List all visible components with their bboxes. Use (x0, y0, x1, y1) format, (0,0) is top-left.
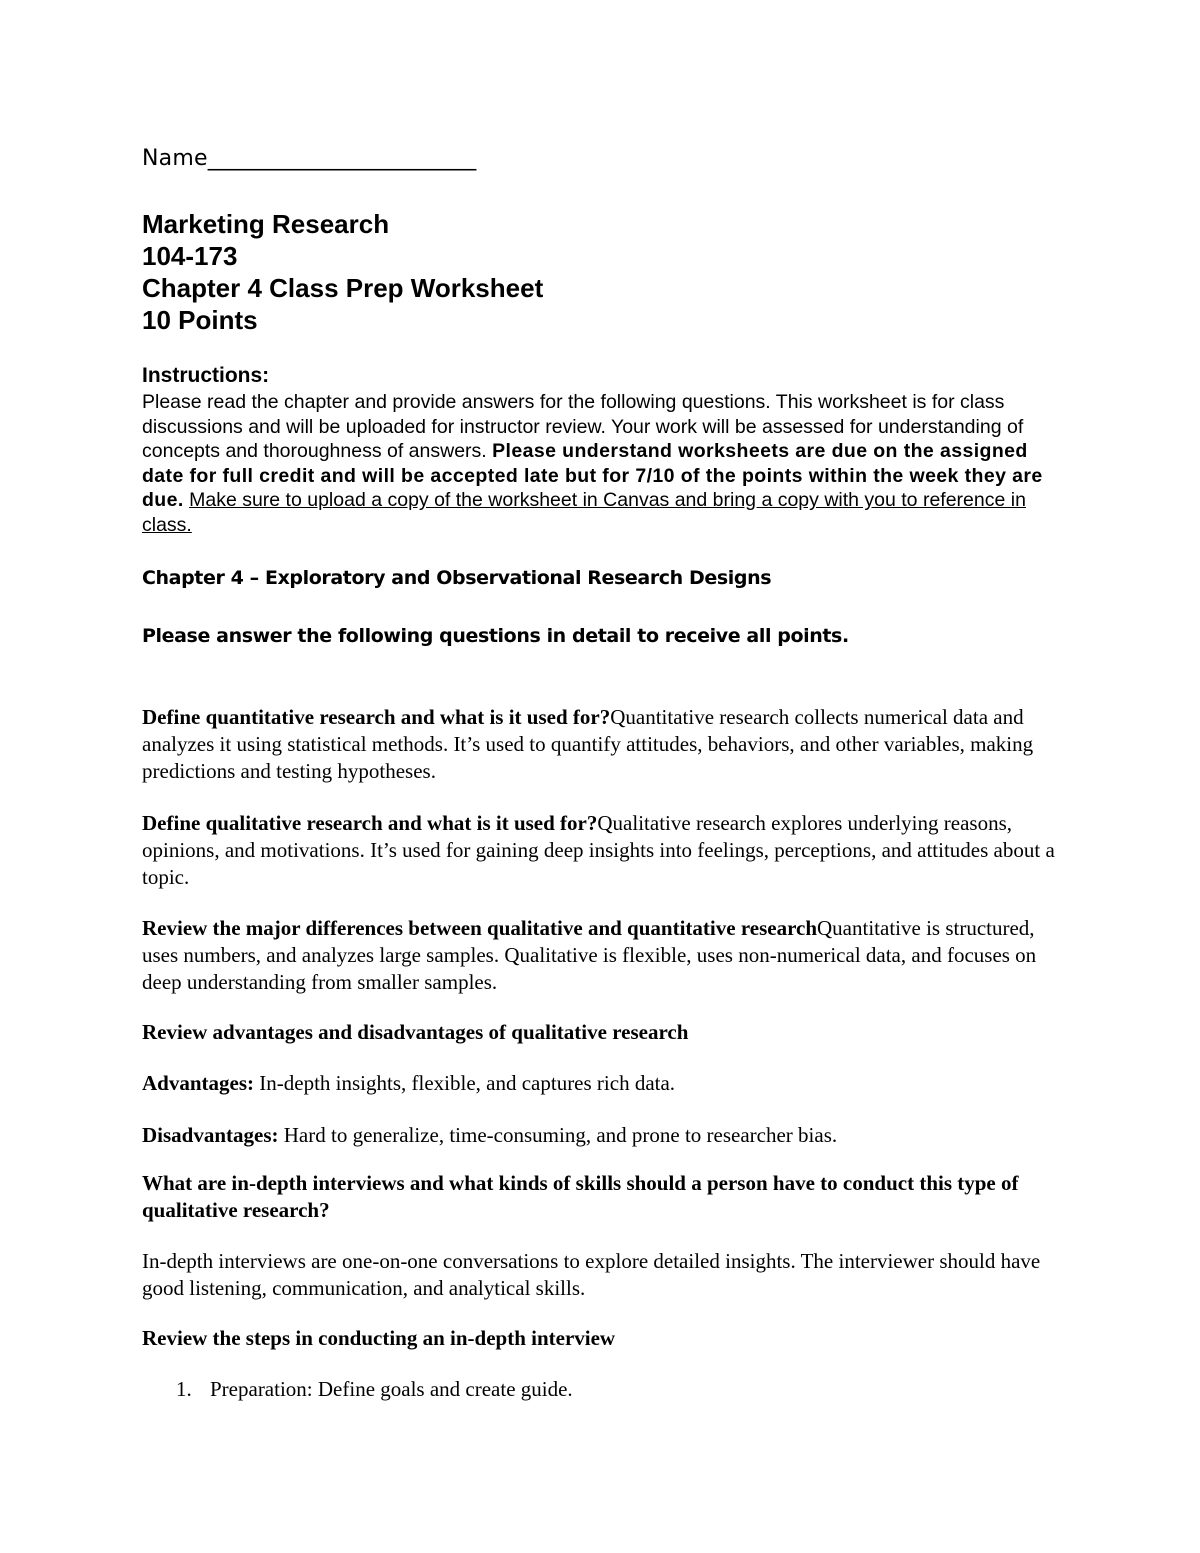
answer-text: Quantitative research collects numerical data and analyzes it using statistical methods. It’s used to quantify attitudes, behaviors, and other variables, making predictions and testing hypotheses. (142, 705, 1034, 783)
question-quantitative (142, 704, 1062, 785)
worksheet-title: Chapter 4 Class Prep Worksheet (142, 273, 544, 303)
answer-text: Qualitative research explores underlying reasons, opinions, and motivations. It’s used for gaining deep insights into feelings, perceptions, and attitudes about a topic. (142, 811, 1055, 889)
list-item-number: 1. (176, 1377, 192, 1401)
course-title: Marketing Research (142, 209, 390, 239)
instructions-heading: Instructions: (142, 364, 270, 387)
instructions-late-policy: Please understand worksheets are due on the assigned date for full credit and will be accepted late but for 7/10 of the points within the week they are due. (142, 440, 1043, 512)
course-code: 104-173 (142, 241, 238, 271)
question-text: What are in-depth interviews and what kinds of skills should a person have to conduct this type of qualitative research? (142, 1171, 1019, 1222)
name-field-label: Name________________________ (142, 146, 477, 171)
chapter-heading: Chapter 4 – Exploratory and Observational Research Designs (142, 567, 772, 589)
question-text: Define quantitative research and what is it used for? (142, 705, 611, 729)
disadvantages-line (142, 1122, 1062, 1149)
list-item-text: Preparation: Define goals and create guide. (210, 1377, 573, 1401)
answer-text: Quantitative is structured, uses numbers, and analyzes large samples. Qualitative is flexible, uses non-numerical data, and focuses on deep understanding from smaller samples. (142, 916, 1037, 994)
question-qualitative (142, 810, 1062, 891)
question-text: Review the major differences between qualitative and quantitative research (142, 916, 818, 940)
title-block (142, 208, 543, 336)
instructions-upload-note: Make sure to upload a copy of the worksheet in Canvas and bring a copy with you to reference in class. (142, 489, 1026, 536)
disadvantages-label: Disadvantages: (142, 1123, 279, 1147)
question-in-depth-interviews (142, 1170, 1062, 1224)
points-label: 10 Points (142, 305, 258, 335)
question-adv-disadv (142, 1019, 1062, 1046)
instructions-body (142, 390, 1062, 538)
question-differences (142, 915, 1062, 996)
advantages-text: In-depth insights, flexible, and captures rich data. (254, 1071, 676, 1095)
disadvantages-text: Hard to generalize, time-consuming, and prone to researcher bias. (278, 1123, 838, 1147)
question-text: Define qualitative research and what is it used for? (142, 811, 598, 835)
answer-in-depth-interviews: In-depth interviews are one-on-one conversations to explore detailed insights. The interviewer should have good listening, communication, and analytical skills. (142, 1249, 1041, 1300)
instructions-text: Please read the chapter and provide answers for the following questions. This worksheet is for class discussions and will be uploaded for instructor review. Your work will be assessed for understanding of concepts and thoroughness of answers. (142, 391, 1024, 463)
question-text: Review the steps in conducting an in-depth interview (142, 1326, 616, 1350)
list-item (176, 1376, 573, 1403)
advantages-line (142, 1070, 1062, 1097)
question-text: Review advantages and disadvantages of qualitative research (142, 1020, 689, 1044)
answer-prompt: Please answer the following questions in detail to receive all points. (142, 625, 849, 647)
question-interview-steps (142, 1325, 1062, 1352)
advantages-label: Advantages: (142, 1071, 255, 1095)
